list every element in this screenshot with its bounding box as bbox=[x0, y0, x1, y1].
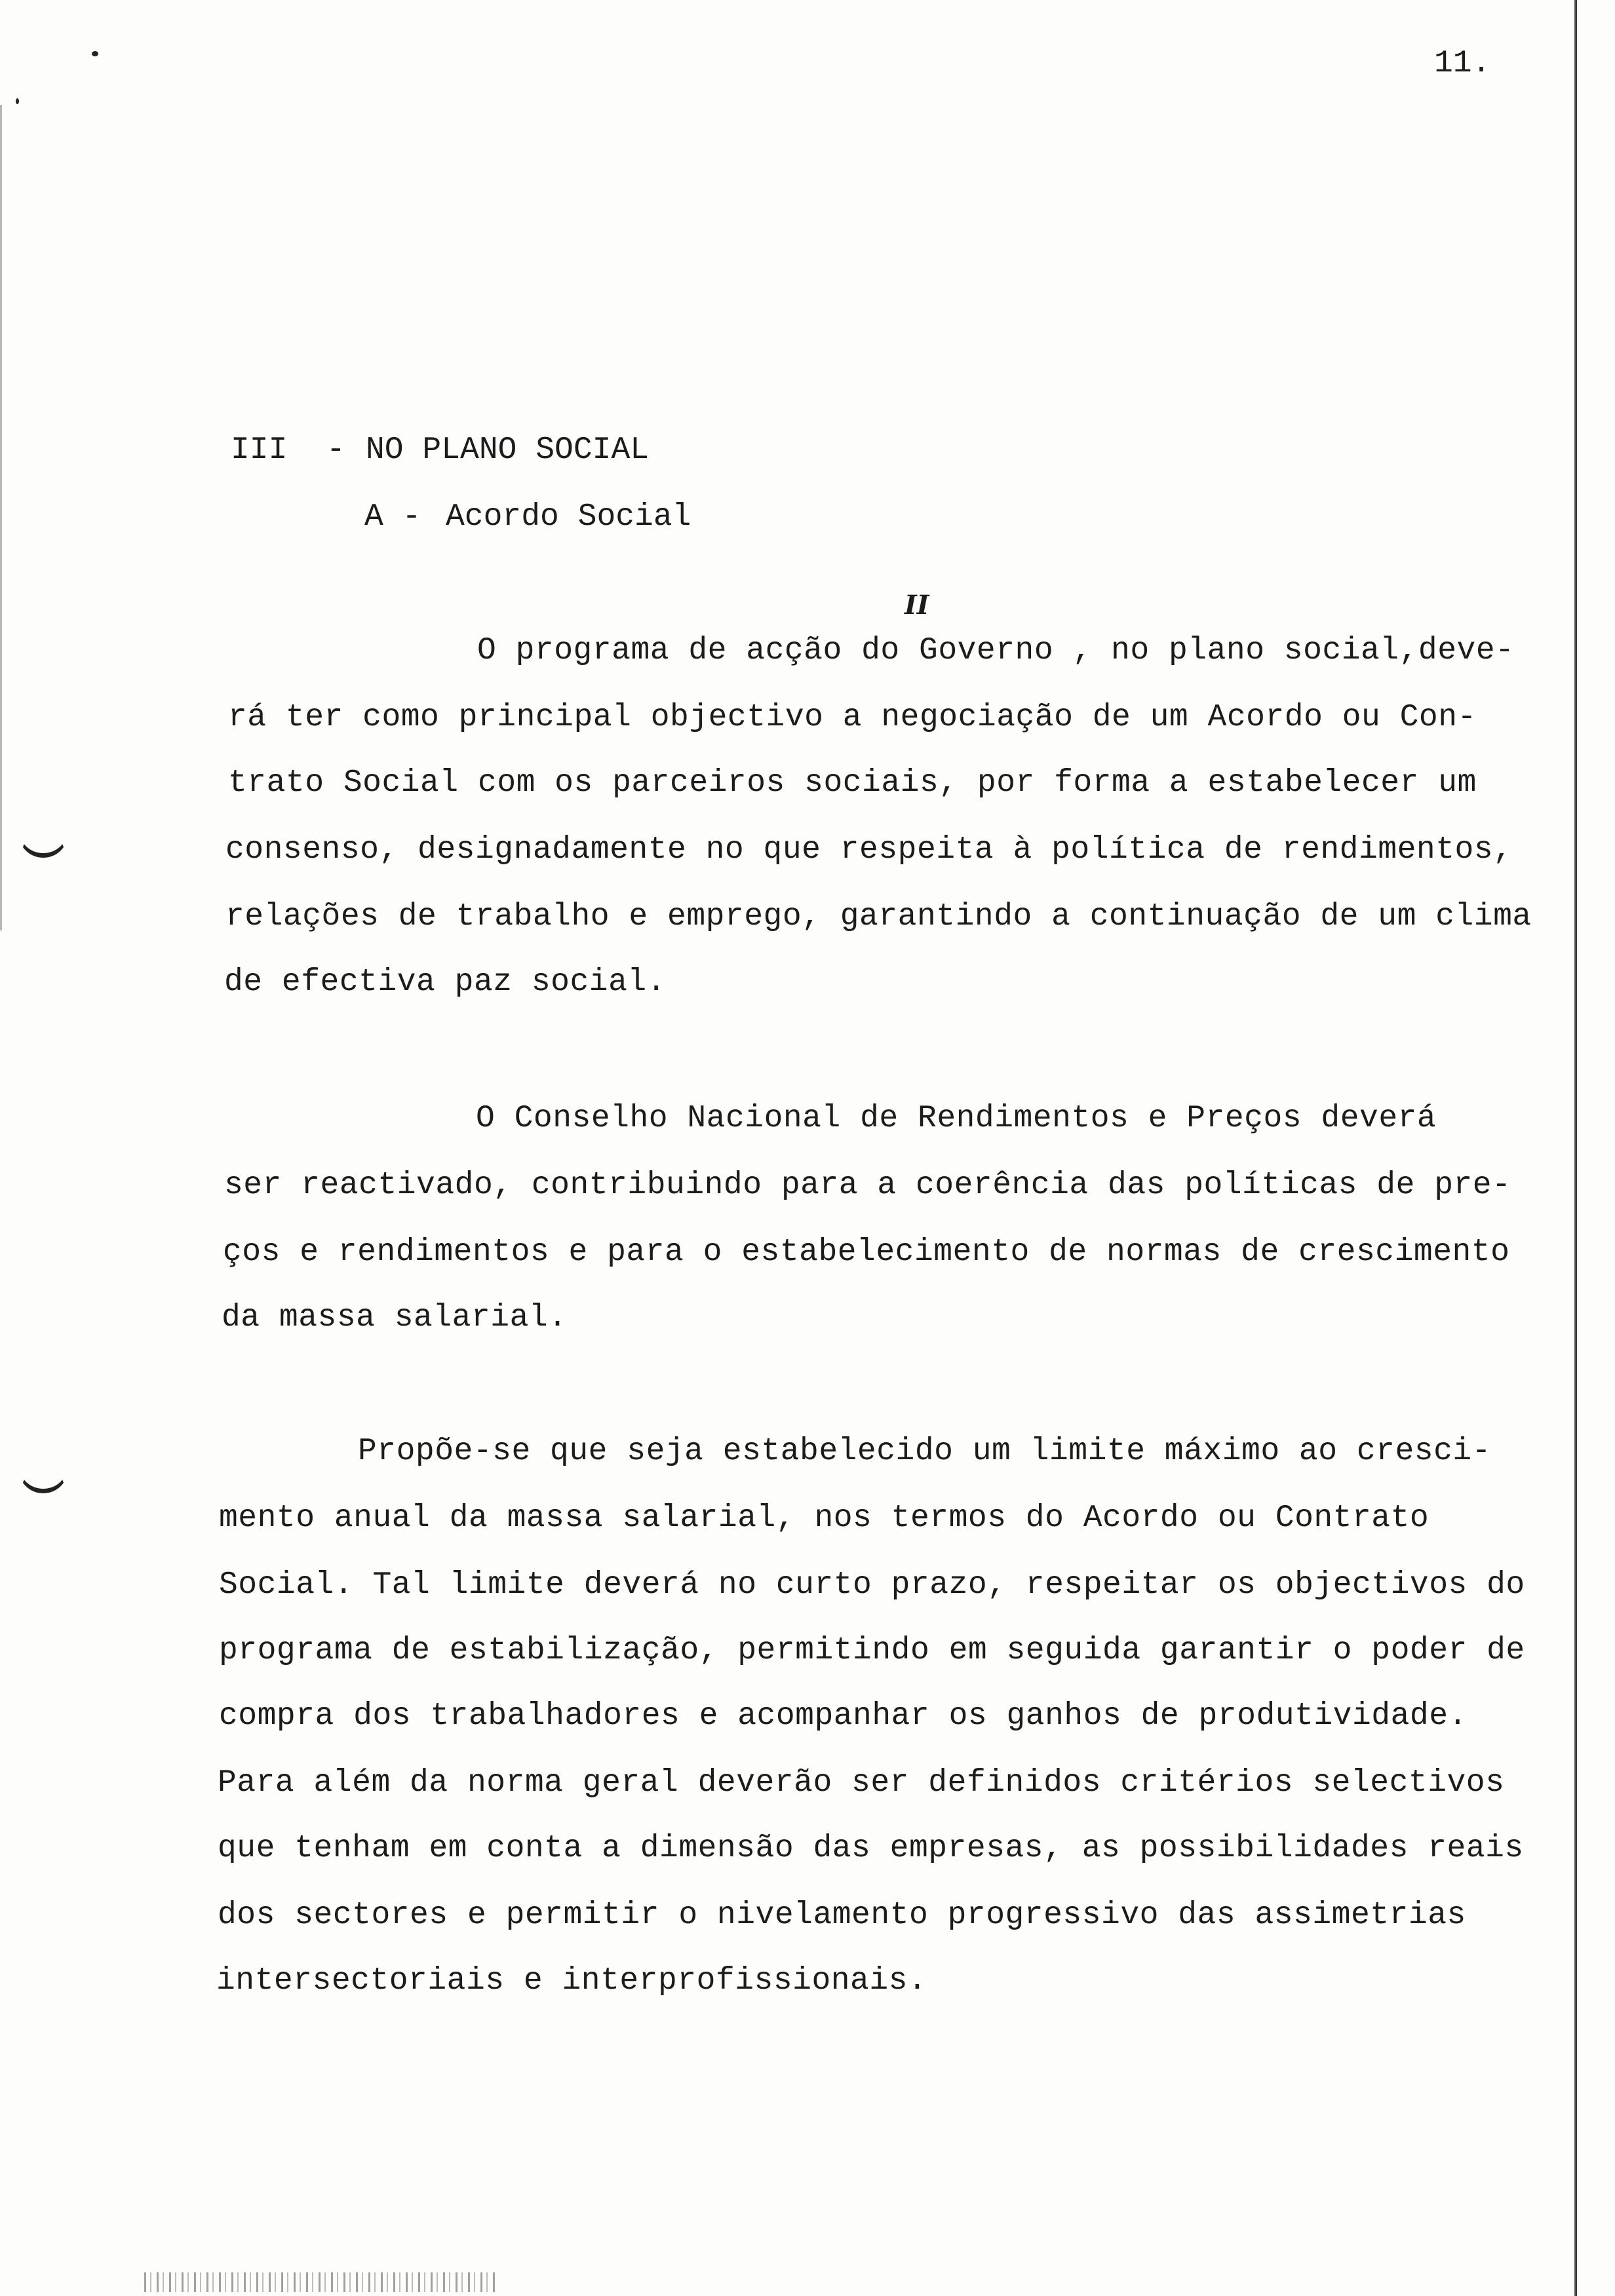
subsection-title: Acordo Social bbox=[446, 499, 691, 535]
paragraph-line: intersectoriais e interprofissionais. bbox=[216, 1963, 927, 1999]
section-title: NO PLANO SOCIAL bbox=[366, 432, 650, 468]
paragraph-line: relações de trabalho e emprego, garantindo a continuação de um clima bbox=[225, 899, 1532, 934]
page-number: 11. bbox=[1434, 46, 1491, 81]
paragraph-line: Social. Tal limite deverá no curto prazo, respeitar os objectivos do bbox=[219, 1567, 1525, 1603]
paragraph-line: trato Social com os parceiros sociais, por forma a estabelecer um bbox=[228, 765, 1477, 801]
paragraph-line: O programa de acção do Governo , no plano social,deve- bbox=[477, 633, 1515, 668]
paragraph-line: mento anual da massa salarial, nos termos do Acordo ou Contrato bbox=[219, 1501, 1430, 1536]
paragraph-line: dos sectores e permitir o nivelamento progressivo das assimetrias bbox=[218, 1898, 1466, 1933]
paragraph-line: rá ter como principal objectivo a negociação de um Acordo ou Con- bbox=[228, 700, 1477, 735]
scan-edge-right bbox=[1574, 0, 1577, 2296]
paragraph-line: programa de estabilização, permitindo em seguida garantir o poder de bbox=[219, 1633, 1525, 1668]
paragraph-line: que tenham em conta a dimensão das empresas, as possibilidades reais bbox=[218, 1831, 1524, 1866]
scan-edge-left bbox=[0, 105, 2, 930]
subsection-letter: A - bbox=[364, 499, 421, 535]
paragraph-line: O Conselho Nacional de Rendimentos e Preços deverá bbox=[476, 1101, 1437, 1136]
paragraph-line: compra dos trabalhadores e acompanhar os ganhos de produtividade. bbox=[219, 1698, 1468, 1734]
section-dash: - bbox=[326, 432, 345, 468]
punch-hole-mark-top bbox=[18, 827, 68, 858]
paragraph-line: da massa salarial. bbox=[222, 1300, 568, 1335]
paragraph-line: ser reactivado, contribuindo para a coerência das políticas de pre- bbox=[224, 1168, 1511, 1203]
scan-artifact-bar bbox=[144, 2272, 498, 2292]
handwritten-margin-note: II bbox=[905, 590, 929, 621]
section-roman-numeral: III bbox=[231, 432, 288, 468]
paragraph-line: ços e rendimentos e para o estabelecimento de normas de crescimento bbox=[223, 1234, 1510, 1270]
paragraph-line: Para além da norma geral deverão ser definidos critérios selectivos bbox=[218, 1765, 1505, 1801]
paragraph-line: Propõe-se que seja estabelecido um limite máximo ao cresci- bbox=[358, 1434, 1491, 1469]
paragraph-line: de efectiva paz social. bbox=[224, 965, 667, 1000]
scan-speck bbox=[16, 98, 19, 104]
paragraph-line: consenso, designadamente no que respeita à política de rendimentos, bbox=[225, 832, 1513, 868]
scan-speck bbox=[92, 51, 98, 56]
punch-hole-mark-bottom bbox=[18, 1463, 68, 1493]
